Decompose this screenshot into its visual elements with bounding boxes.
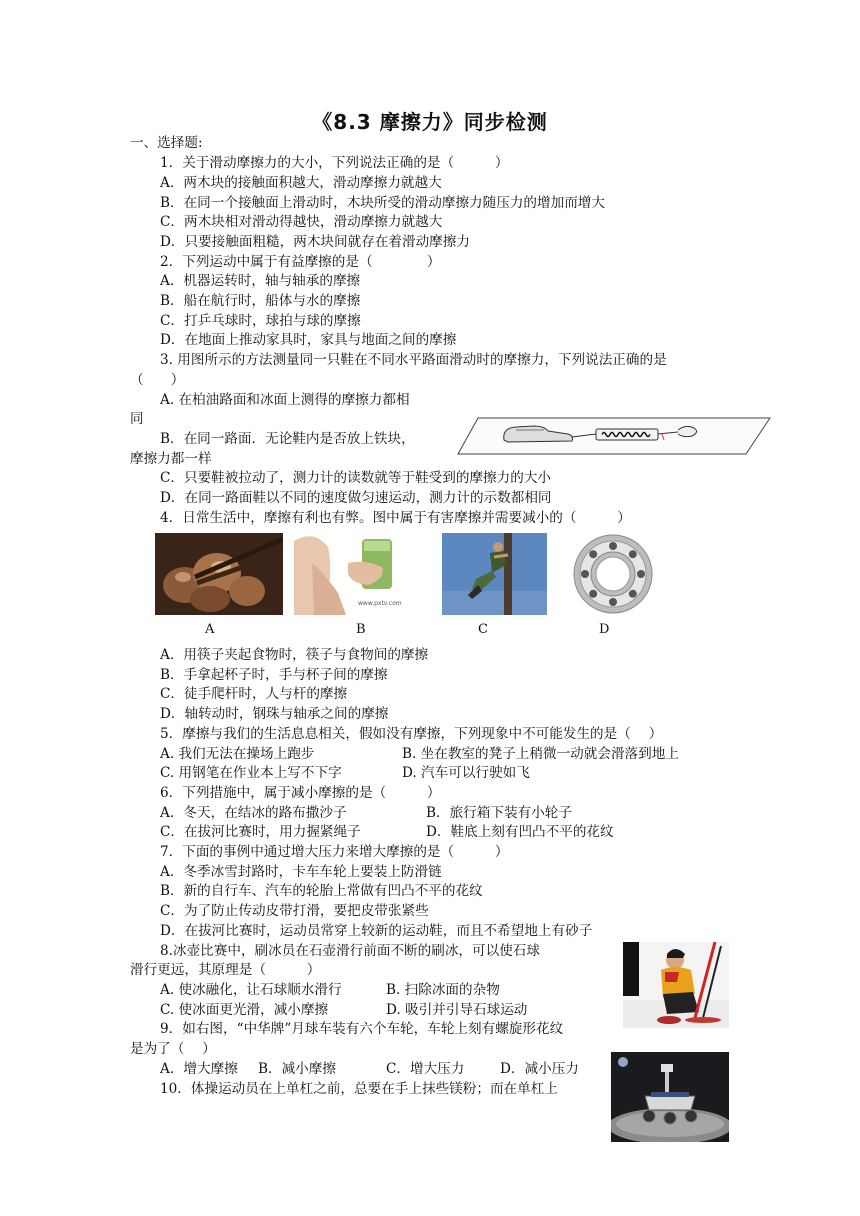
q5-option-a: A. 我们无法在操场上跑步 bbox=[160, 746, 315, 762]
q1-option-c: C．两木块相对滑动得越快，滑动摩擦力就越大 bbox=[160, 214, 443, 230]
q8-option-d: D. 吸引并引导石球运动 bbox=[386, 1002, 528, 1018]
q6-option-d: D．鞋底上刻有凹凸不平的花纹 bbox=[426, 824, 614, 840]
q5-stem: 5．摩擦与我们的生活息息相关，假如没有摩擦，下列现象中不可能发生的是（ ） bbox=[160, 726, 663, 742]
q1-option-a: A．两木块的接触面积越大，滑动摩擦力就越大 bbox=[160, 175, 442, 191]
q6-option-a: A．冬天，在结冰的路布撒沙子 bbox=[160, 805, 347, 821]
q8-stem-line1: 8.冰壶比赛中，刷冰员在石壶滑行前面不断的刷冰，可以使石球 bbox=[160, 943, 540, 959]
q3-option-b-line1: B．在同一路面．无论鞋内是否放上铁块， bbox=[160, 431, 415, 447]
page-title: 《8.3 摩擦力》同步检测 bbox=[312, 110, 548, 134]
pole-climbing-photo bbox=[442, 533, 547, 615]
q6-option-c: C．在拔河比赛时，用力握紧绳子 bbox=[160, 824, 361, 840]
q8-option-b: B. 扫除冰面的杂物 bbox=[386, 982, 500, 998]
q2-option-a: A．机器运转时，轴与轴承的摩擦 bbox=[160, 273, 361, 289]
hand-cup-photo bbox=[294, 533, 422, 615]
q2-option-b: B．船在航行时，船体与水的摩擦 bbox=[160, 293, 361, 309]
q7-stem: 7．下面的事例中通过增大压力来增大摩擦的是（ ） bbox=[160, 844, 509, 860]
q5-option-d: D. 汽车可以行驶如飞 bbox=[402, 765, 530, 781]
q10-stem: 10．体操运动员在上单杠之前，总要在手上抹些镁粉；而在单杠上 bbox=[160, 1081, 558, 1097]
q1-stem: 1．关于滑动摩擦力的大小，下列说法正确的是（ ） bbox=[160, 155, 509, 171]
q9-stem-line1: 9．如右图，“中华牌”月球车装有六个车轮，车轮上刻有螺旋形花纹 bbox=[160, 1021, 564, 1037]
q3-option-a-line1: A. 在柏油路面和冰面上测得的摩擦力都相 bbox=[160, 392, 410, 408]
q1-option-b: B．在同一个接触面上滑动时，木块所受的滑动摩擦力随压力的增加而增大 bbox=[160, 195, 605, 211]
q9-option-c: C．增大压力 bbox=[386, 1061, 465, 1077]
q4-option-b: B．手拿起杯子时，手与杯子间的摩擦 bbox=[160, 667, 388, 683]
q9-option-b: B．减小摩擦 bbox=[258, 1061, 336, 1077]
image-label-b: B bbox=[356, 622, 366, 637]
q9-option-d: D．减小压力 bbox=[500, 1061, 579, 1077]
q7-option-a: A．冬季冰雪封路时，卡车车轮上要装上防滑链 bbox=[160, 864, 442, 880]
curling-photo bbox=[623, 942, 729, 1028]
image-label-a: A bbox=[205, 622, 215, 637]
q8-option-a: A. 使冰融化，让石球顺水滑行 bbox=[160, 982, 342, 998]
q7-option-c: C．为了防止传动皮带打滑，要把皮带张紧些 bbox=[160, 903, 429, 919]
q8-option-c: C. 使冰面更光滑，减小摩擦 bbox=[160, 1002, 329, 1018]
q7-option-d: D．在拔河比赛时，运动员常穿上较新的运动鞋，而且不希望地上有砂子 bbox=[160, 923, 593, 939]
q6-option-b: B．旅行箱下装有小轮子 bbox=[426, 805, 572, 821]
q3-option-b-line2: 摩擦力都一样 bbox=[130, 451, 212, 467]
q3-stem-line2: （ ） bbox=[130, 372, 185, 388]
q9-option-a: A．增大摩擦 bbox=[160, 1061, 238, 1077]
q5-option-c: C. 用钢笔在作业本上写不下字 bbox=[160, 765, 342, 781]
section-heading: 一、选择题: bbox=[130, 135, 203, 151]
q8-stem-line2: 滑行更远，其原理是（ ） bbox=[130, 962, 321, 978]
image-label-c: C bbox=[478, 622, 488, 637]
q6-stem: 6．下列措施中，属于减小摩擦的是（ ） bbox=[160, 785, 441, 801]
q1-option-d: D．只要接触面粗糙，两木块间就存在着滑动摩擦力 bbox=[160, 234, 470, 250]
watermark-text: www.pxtv.com bbox=[358, 600, 402, 607]
shoe-friction-figure bbox=[456, 410, 772, 460]
q3-option-d: D．在同一路面鞋以不同的速度做匀速运动，测力计的示数都相同 bbox=[160, 490, 552, 506]
ball-bearing-photo bbox=[567, 533, 659, 615]
q3-option-a-line2: 同 bbox=[130, 411, 144, 427]
q2-option-d: D．在地面上推动家具时，家具与地面之间的摩擦 bbox=[160, 332, 457, 348]
lunar-rover-photo bbox=[611, 1052, 729, 1142]
q4-option-c: C．徒手爬杆时，人与杆的摩擦 bbox=[160, 686, 348, 702]
q3-stem-line1: 3. 用图所示的方法测量同一只鞋在不同水平路面滑动时的摩擦力，下列说法正确的是 bbox=[160, 352, 667, 368]
q2-stem: 2．下列运动中属于有益摩擦的是（ ） bbox=[160, 254, 441, 270]
q5-option-b: B. 坐在教室的凳子上稍微一动就会滑落到地上 bbox=[402, 746, 679, 762]
q4-stem: 4．日常生活中，摩擦有利也有弊。图中属于有害摩擦并需要减小的（ ） bbox=[160, 510, 631, 526]
q3-option-c: C．只要鞋被拉动了，测力计的读数就等于鞋受到的摩擦力的大小 bbox=[160, 470, 552, 486]
q4-option-d: D．轴转动时，钢珠与轴承之间的摩擦 bbox=[160, 706, 389, 722]
image-label-d: D bbox=[599, 622, 610, 637]
chopsticks-food-photo bbox=[155, 533, 283, 615]
q9-stem-line2: 是为了（ ） bbox=[130, 1041, 216, 1057]
q2-option-c: C．打乒乓球时，球拍与球的摩擦 bbox=[160, 313, 361, 329]
q4-option-a: A．用筷子夹起食物时，筷子与食物间的摩擦 bbox=[160, 647, 429, 663]
q7-option-b: B．新的自行车、汽车的轮胎上常做有凹凸不平的花纹 bbox=[160, 883, 483, 899]
